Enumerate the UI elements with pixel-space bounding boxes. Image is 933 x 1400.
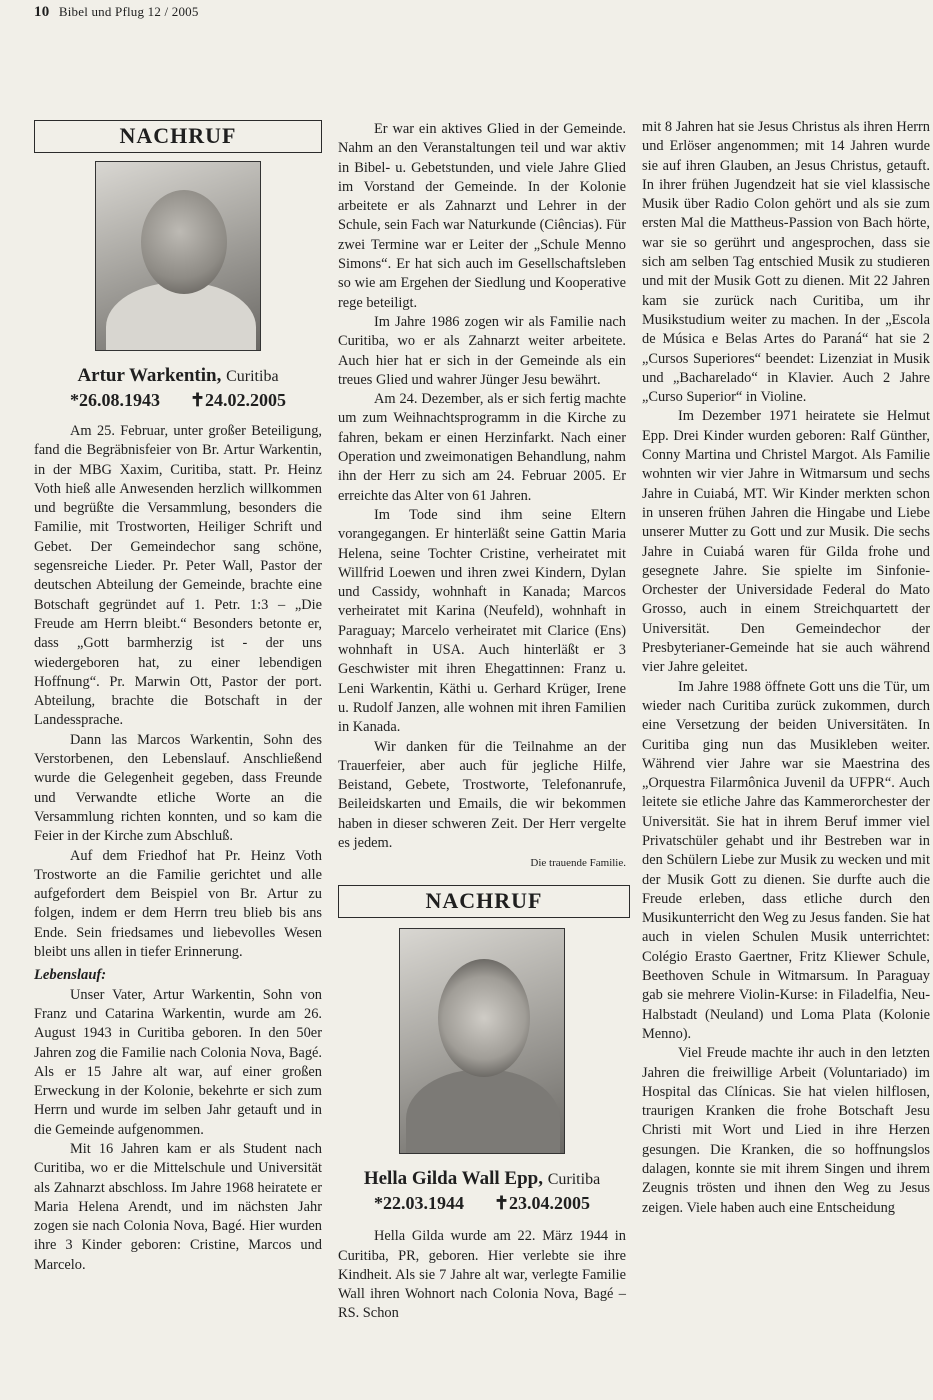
page-number: 10 bbox=[34, 4, 50, 20]
paragraph: Er war ein aktives Glied in der Gemeinde. Nahm an den Veranstaltungen teil und war aktiv in Bibel- u. Gebetstunden, und viele Jahre Glied im Vorstand der Gemeinde. In der Kolonie arbeitete er als Zahnarzt und Lehrer in der Schule, sein Fach war Naturkunde (Ciências). Für zwei Termine war er Leiter der „Schule Menno Simons“. Er hat sich auch im Gesellschaftsleben so wie am Ergehen der Siedlung und Kooperative rege beteiligt. bbox=[338, 121, 626, 311]
obituary-heading-2: NACHRUF bbox=[338, 885, 630, 918]
death-date-2: ✝23.04.2005 bbox=[493, 1193, 591, 1214]
paragraph: Auf dem Friedhof hat Pr. Heinz Voth Trostworte an die Familie gerichtet und alle aufgefordert dem Beispiel von Br. Artur zu folgen, indem er dem Herrn treu blieb bis ans Ende. Sein friedsames und liebevolles Wesen bleibt uns allen in tiefer Erinnerung. bbox=[34, 847, 322, 961]
paragraph: Dann las Marcos Warkentin, Sohn des Verstorbenen, den Lebenslauf. Anschließend wurde die Gelegenheit gegeben, dass Freunde und Verwandte etliche Worte an die Versammlung richten konnten, und so kam die Feier in der Kirche zum Abschluß. bbox=[34, 731, 322, 845]
deceased-name-line-1 bbox=[34, 365, 322, 388]
deceased-name-line-2 bbox=[338, 1168, 626, 1191]
paragraph: Im Jahre 1986 zogen wir als Familie nach Curitiba, wo er als Zahnarzt weiter arbeitete. Auch hier hat er sich in der Gemeinde als ein treues Glied und wahrer Jünger Jesu bewährt. bbox=[338, 313, 626, 388]
subheading-lebenslauf: Lebenslauf: bbox=[34, 967, 107, 984]
paragraph: Hella Gilda wurde am 22. März 1944 in Curitiba, PR, geboren. Hier verlebte sie ihre Kindheit. Als sie 7 Jahre alt war, verlegte Familie Wall ihren Wohnort nach Colonia Nova, Bagé – RS. Schon bbox=[338, 1228, 626, 1322]
issue-label: 12 / 2005 bbox=[147, 4, 199, 19]
life-dates-1 bbox=[34, 388, 322, 412]
paragraph: Am 25. Februar, unter großer Beteiligung, fand die Begräbnisfeier von Br. Artur Warkentin, in der MBG Xaxim, Curitiba, statt. Pr. Heinz Voth hieß alle Anwesenden herzlich willkommen und begrüßte die Versammlung, besonders die Familie, mit Trostworten, Heiliger Schrift und Gebet. Der Gemeindechor sang schöne, segensreiche Lieder. Pr. Peter Wall, Pastor der deutschen Abteilung der Gemeinde, brachte eine Botschaft gegründet auf 1. Petr. 1:3 – „Die Freude am Herrn bleibt.“ Besonders betonte er, dass „Gott barmherzig ist - der uns wiedergeboren hat, zu einer lebendigen Hoffnung“. Pr. Marwin Ott, Pastor der port. Abteilung, brachte die Botschaft in der Landessprache. bbox=[34, 423, 322, 729]
paragraph: mit 8 Jahren hat sie Jesus Christus als ihren Herrn und Erlöser angenommen; mit 14 Jahren wurde sie auf ihren Glauben, an Jesus Christus, getauft. In ihrer frühen Jugendzeit hat sie viel klassische Musik über Radio Colon gehört und als sie zum ersten Mal die Mattheus-Passion von Bach hörte, war sie so gerührt und angesprochen, dass sie sich am selben Tag entschied Musik zu studieren und mit der Musik Gott zu dienen. Mit 22 Jahren kam sie zurück nach Curitiba, um ihr Musikstudium weiter zu machen. In der „Escola de Música e Belas Artes do Paraná“ hat sie 2 „Cursos Superiores“ beendet: Lizenziat in Musik und „Bacharelado“ in Klavier. Auch 2 Jahre „Curso Superior“ in Violine. bbox=[642, 119, 930, 406]
birth-date-2: *22.03.1944 bbox=[373, 1193, 464, 1214]
paragraph: Im Tode sind ihm seine Eltern vorangegangen. Er hinterläßt seine Gattin Maria Helena, seine Tochter Cristine, verheiratet mit Willfrid Loewen und ihren zwei Kindern, Dylan und Cassidy, wohnhaft in Kanada; Marcos verheiratet mit Karina (Neufeld), wohnhaft in Paraguay; Marcelo verheiratet mit Clarice (Ens) wohnhaft in USA. Auch hinterläßt er 3 Geschwister mit ihren Ehegattinnen: Franz u. Leni Warkentin, Käthi u. Gerhard Krüger, Irene u. Rudolf Janzen, alle wohnen mit ihren Familien in Kanada. bbox=[338, 506, 626, 736]
life-dates-2 bbox=[338, 1191, 626, 1215]
column-2 bbox=[338, 120, 626, 1324]
deceased-city-2: Curitiba bbox=[547, 1171, 601, 1189]
paragraph: Viel Freude machte ihr auch in den letzten Jahren die freiwillige Arbeit (Voluntariado) im Hospital das Clínicas. Sie hat vielen hilflosen, traurigen Kranken die frohe Botschaft Jesu Christi mit Wort und Lied in ihre Herzen gesungen. Die Kranken, die so hoffnungslos dalagen, konnte sie mit ihrem Singen und ihrem Zeugnis trösten und ihnen den Weg zu Jesus zeigen. Viele haben auch eine Entscheidung bbox=[642, 1045, 930, 1216]
signature: Die trauende Familie. bbox=[530, 857, 626, 870]
page-header bbox=[34, 4, 199, 21]
deceased-name-1: Artur Warkentin, bbox=[77, 365, 222, 386]
paragraph: Im Dezember 1971 heiratete sie Helmut Epp. Drei Kinder wurden geboren: Ralf Günther, Conny Martina und Christel Margot. Als Familie wohnten wir vier Jahre in Witmarsum und sechs Jahre in Cuiabá, MT. Wir Kinder merkten schon in unseren frühen Jahren die Hingabe und Liebe unserer Mutter zu Gott und zur Musik. Die sechs Jahre in Cuiabá waren für Gilda frohe und gesegnete Jahre. Sie spielte im Sinfonie-Orchester der Universidade Federal do Mato Grosso, auch in einem Streichquartett der Universität. Den Gemeindechor der Presbyterianer-Gemeinde hat sie auch während vier Jahre geleitet. bbox=[642, 408, 930, 676]
portrait-photo-hella bbox=[399, 928, 565, 1154]
deceased-city-1: Curitiba bbox=[226, 368, 279, 385]
journal-name: Bibel und Pflug bbox=[58, 4, 145, 19]
paragraph: Im Jahre 1988 öffnete Gott uns die Tür, um wieder nach Curitiba zurück zukommen, durch eine Versetzung der beiden Universitäten. In Curitiba ging nun das Musikleben weiter. Während vier Jahre war sie Maestrina des „Orquestra Filarmônica Juvenil da UFPR“. Auch leitete sie etliche Jahre das Kammerorchester der Universität. Sie hat in ihrem Beruf immer viel Privatschüler gehabt und ihr Bestreben war in den Schülern Liebe zur Musik zu wecken und mit der Musik Gott zu dienen. Sie durfte auch die Freude erleben, dass etliche durch den Musikunterricht den Weg zu Jesus fanden. Sie hat auch in vielen Schulen Musik unterrichtet: Colégio Erasto Gaertner, Fritz Kliewer Schule, Beethoven Schule in Witmarsum. In Paraguay gab sie mehrere Violin-Kurse: in Filadelfia, Neu-Halbstadt (Neuland) und Loma Plata (Kolonie Menno). bbox=[642, 678, 930, 1042]
column-1 bbox=[34, 120, 322, 1275]
death-date-1: ✝24.02.2005 bbox=[189, 390, 287, 410]
obituary-heading-1: NACHRUF bbox=[34, 120, 322, 153]
portrait-photo-artur bbox=[95, 161, 261, 351]
paragraph: Mit 16 Jahren kam er als Student nach Curitiba, wo er die Mittelschule und Universität als Zahnarzt abschloss. Im Jahre 1968 heiratete er Maria Helena Arendt, und im nächsten Jahr zogen sie nach Colonia Nova, Bagé. Hier wurden ihre 3 Kinder geboren: Cristine, Marcos und Marcelo. bbox=[34, 1140, 322, 1273]
paragraph: Wir danken für die Teilnahme an der Trauerfeier, aber auch für jegliche Hilfe, Beistand, Gebete, Trostworte, Telefonanrufe, Beileidskarten und Emails, die wir bekommen haben in dieser schweren Zeit. Der Herr vergelte es jedem. bbox=[338, 738, 626, 851]
paragraph: Unser Vater, Artur Warkentin, Sohn von Franz und Catarina Warkentin, wurde am 26. August 1943 in Curitiba geboren. In den 50er Jahren zog die Familie nach Colonia Nova, Bagé. Als er 15 Jahre alt war, auf einer großen Erweckung in der Kolonie, bekehrte er sich zum Herrn und wurde im selben Jahr getauft und in die Gemeinde aufgenommen. bbox=[34, 986, 322, 1138]
paragraph: Am 24. Dezember, als er sich fertig machte um zum Weihnachtsprogramm in die Kirche zu fahren, bekam er einen Herzinfarkt. Nach einer Operation und zweimonatigen Behandlung, nahm ihn der Herr zu sich am 24. Februar 2005. Er erreichte das Alter von 61 Jahren. bbox=[338, 391, 626, 504]
column-3 bbox=[642, 118, 930, 1218]
birth-date-1: *26.08.1943 bbox=[69, 390, 160, 410]
deceased-name-2: Hella Gilda Wall Epp, bbox=[363, 1168, 543, 1190]
